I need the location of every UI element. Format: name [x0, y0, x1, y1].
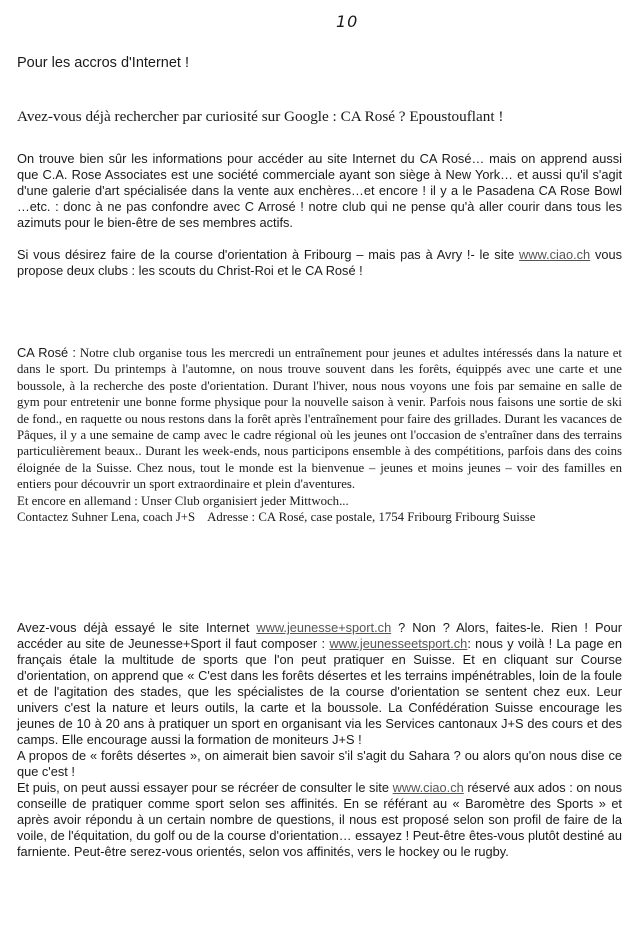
subheading: Avez-vous déjà rechercher par curiosité sur Google : CA Rosé ? Epoustouflant ! [17, 108, 504, 125]
paragraph-text: réservé aux ados : on nous conseille de pratiquer comme sport selon ses affinités. En se référant au « Baromètre des Sports » et après avoir répondu à un certain nombre de questions, il nous est proposé selon son profil de faire de la voile, de l'équitation, du golf ou de la course d'orientation… essayez ! Peut-être êtes-vous plutôt destiné au farniente. Peut-être serez-vous orientés, selon vos affinités, vers le hockey ou le rugby. [17, 780, 623, 859]
club-description [17, 345, 622, 493]
paragraph-barometre [17, 780, 622, 860]
paragraph-text: Et puis, on peut aussi essayer pour se récréer de consulter le site [17, 780, 389, 795]
club-contact [17, 509, 597, 525]
ciao-link[interactable]: www.ciao.ch [519, 247, 591, 262]
paragraph-google-results: On trouve bien sûr les informations pour accéder au site Internet du CA Rosé… mais on apprend aussi que C.A. Rose Associates est une société commerciale ayant son siège à New York… et aussi qu'il s'agit d'une galerie d'art spécialisée dans la vente aux enchères…et encore ! il y a le Pasadena CA Rose Bowl …etc. : donc à ne pas confondre avec C Arrosé ! notre club qui ne pense qu'à aller courir dans tous les azimuts pour le bien-être de ses membres actifs. [17, 151, 622, 230]
page-title: Pour les accros d'Internet ! [17, 55, 190, 71]
paragraph-jeunesse-sport [17, 620, 622, 748]
contact-name: Contactez Suhner Lena, coach J+S [17, 510, 196, 525]
paragraph-text: : nous y voilà ! La page en français étale la multitude de sports que l'on peut pratiquer en Suisse. Et en cliquant sur Course d'orientation, on apprend que « C'est dans les forêts désertes et les terrains impénétrables, loin de la foule et de l'agitation des stades, que les spécialistes de la course d'orientation se sentent chez eux. Leur univers c'est la nature et leurs outils, la carte et la boussole. La Confédération Suisse encourage les jeunes de 10 à 20 ans à pratiquer un sport en organisant via les Services cantonaux J+S des cours et des camps. Elle encourage aussi la formation de moniteurs J+S ! [17, 636, 622, 747]
paragraph-fribourg-clubs [17, 247, 622, 279]
paragraph-text: Si vous désirez faire de la course d'orientation à Fribourg – mais pas à Avry !- le site [17, 247, 515, 262]
paragraph-text: vous propose deux clubs : les scouts du Christ-Roi et le CA Rosé ! [17, 247, 622, 278]
club-german: Et encore en allemand : Unser Club organisiert jeder Mittwoch... [17, 493, 349, 508]
intro-paragraph [17, 151, 622, 231]
club-label: CA Rosé : [17, 345, 76, 360]
ciao-link-2[interactable]: www.ciao.ch [392, 780, 464, 795]
paragraph-text: ? Non ? Alors, faites-le. Rien ! Pour accéder au site de Jeunesse+Sport il faut composer : [17, 620, 622, 651]
contact-address: Adresse : CA Rosé, case postale, 1754 Fribourg Fribourg Suisse [207, 510, 536, 525]
club-text: Notre club organise tous les mercredi un entraînement pour jeunes et adultes intéressés dans la nature et dans le sport. Du printemps à l'automne, on nous trouve souvent dans les forêts, équippés avec une carte et une boussole, à la recherche des poste d'orientation. Durant l'hiver, nous nous voyons une fois par semaine en salle de gym pour entretenir une bonne forme physique pour la nouvelle saison à venir. Parfois nous faisons une sortie de ski de fond., en raquette ou nous restons dans la forêt après l'entraînement pour faire des grillades. Durant les vacances de Pâques, il y a une semaine de camp avec le cadre régional où les jeunes ont l'occasion de s'entraîner dans des terrains particulièrement beaux.. Durant les week-ends, nous participons ensemble à des compétitions, parfois dans des coins éloignée de la Suisse. Chez nous, tout le monde est la bienvenue – jeunes et moins jeunes – voir des familles en entiers pour découvrir un sport extraordinaire et plein d'aventures. [17, 346, 622, 492]
paragraph-text: Avez-vous déjà essayé le site Internet [17, 620, 250, 635]
jeunesse-sport-section [17, 620, 622, 860]
jeunesseetsport-link[interactable]: www.jeunesseetsport.ch [329, 636, 468, 651]
page-number: 10 [336, 12, 359, 31]
paragraph-forets-desertes: A propos de « forêts désertes », on aimerait bien savoir s'il s'agit du Sahara ? ou alors qu'on nous dise ce que c'est ! [17, 748, 622, 779]
jeunesse-sport-link[interactable]: www.jeunesse+sport.ch [256, 620, 392, 635]
ciao-paragraph [17, 247, 622, 279]
club-section [17, 345, 622, 525]
